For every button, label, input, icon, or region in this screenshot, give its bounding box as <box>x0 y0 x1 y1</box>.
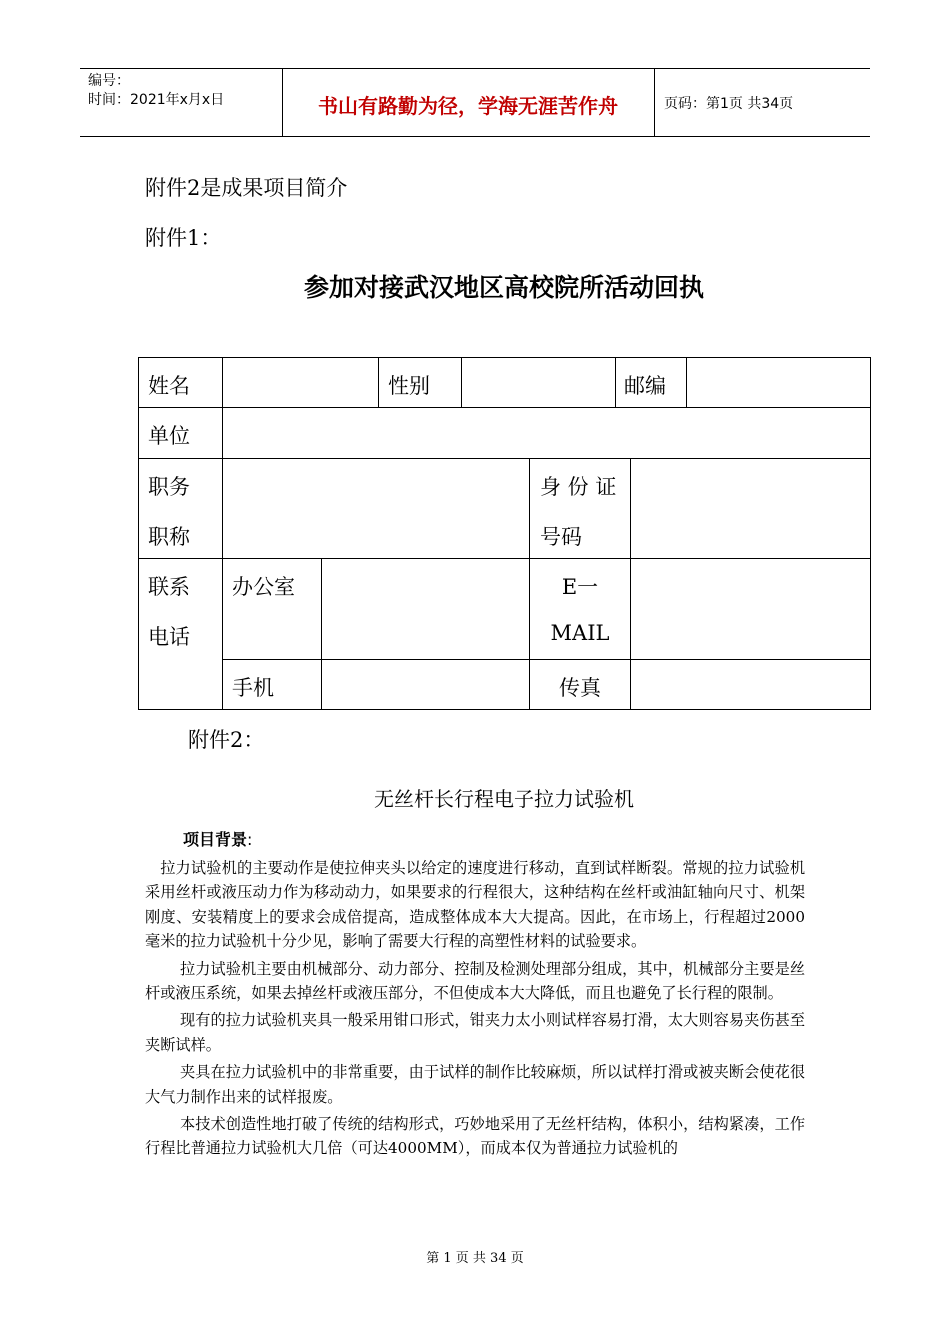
gender-value[interactable] <box>465 360 611 404</box>
attachment1-label: 附件1： <box>145 226 222 250</box>
id-label-2: 号码 <box>540 525 582 549</box>
header-top-rule <box>80 68 870 69</box>
office-label: 办公室 <box>232 575 295 599</box>
email-value[interactable] <box>634 562 866 656</box>
position-value[interactable] <box>226 462 525 556</box>
body-paragraph-1: 拉力试验机的主要动作是使拉伸夹头以给定的速度进行移动，直到试样断裂。常规的拉力试验机采用丝杆或液压动力作为移动动力，如果要求的行程很大，这种结构在丝杆或油缸轴向尺寸、机架刚度、安装精度上的要求会成倍提高，造成整体成本大大提高。因此，在市场上，行程超过2000毫米的拉力试验机十分少见，影响了需要大行程的高塑性材料的试验要求。 <box>145 859 805 951</box>
header-bottom-rule <box>80 136 870 137</box>
position-label-1: 职务 <box>148 475 190 499</box>
postcode-value[interactable] <box>690 360 866 404</box>
project-title: 无丝杆长行程电子拉力试验机 <box>374 787 634 811</box>
header-divider-2 <box>654 68 655 136</box>
background-colon: : <box>247 830 253 849</box>
mobile-label: 手机 <box>232 676 274 700</box>
project-body <box>145 856 805 1164</box>
header-motto: 书山有路勤为径，学海无涯苦作舟 <box>318 94 618 118</box>
phone-label-1: 联系 <box>148 575 190 599</box>
position-label-2: 职称 <box>148 525 190 549</box>
phone-label-2: 电话 <box>148 625 190 649</box>
name-label: 姓名 <box>148 374 190 398</box>
mobile-value[interactable] <box>325 662 525 706</box>
name-value[interactable] <box>226 360 374 404</box>
header-time: 时间：2021年x月x日 <box>88 92 225 108</box>
page-footer: 第 1 页 共 34 页 <box>426 1251 524 1266</box>
intro-line: 附件2是成果项目简介 <box>145 176 348 200</box>
office-value[interactable] <box>325 562 525 656</box>
form-title: 参加对接武汉地区高校院所活动回执 <box>303 273 704 302</box>
fax-value[interactable] <box>634 662 866 706</box>
gender-label: 性别 <box>388 374 430 398</box>
email-label-2: MAIL <box>550 621 610 645</box>
attachment2-label: 附件2： <box>188 728 265 752</box>
unit-label: 单位 <box>148 424 190 448</box>
background-label: 项目背景 <box>183 830 248 849</box>
email-label-1: E一 <box>561 575 599 599</box>
header-number-label: 编号： <box>88 73 130 89</box>
id-label-1: 身 份 证 <box>540 475 617 499</box>
postcode-label: 邮编 <box>624 374 666 398</box>
body-paragraph-4: 夹具在拉力试验机中的非常重要，由于试样的制作比较麻烦，所以试样打滑或被夹断会使花很大气力制作出来的试样报废。 <box>145 1063 805 1106</box>
body-paragraph-5: 本技术创造性地打破了传统的结构形式，巧妙地采用了无丝杆结构，体积小，结构紧凑，工作行程比普通拉力试验机大几倍（可达4000MM），而成本仅为普通拉力试验机的 <box>145 1115 805 1158</box>
background-heading <box>183 827 252 850</box>
id-value[interactable] <box>634 462 866 556</box>
header-page-info: 页码：第1页 共34页 <box>664 96 794 112</box>
fax-label: 传真 <box>559 676 601 700</box>
unit-value[interactable] <box>226 411 866 455</box>
body-paragraph-2: 拉力试验机主要由机械部分、动力部分、控制及检测处理部分组成，其中，机械部分主要是丝杆或液压系统，如果去掉丝杆或液压部分，不但使成本大大降低，而且也避免了长行程的限制。 <box>145 959 805 1003</box>
body-paragraph-3: 现有的拉力试验机夹具一般采用钳口形式，钳夹力太小则试样容易打滑，太大则容易夹伤甚至夹断试样。 <box>145 1011 805 1054</box>
